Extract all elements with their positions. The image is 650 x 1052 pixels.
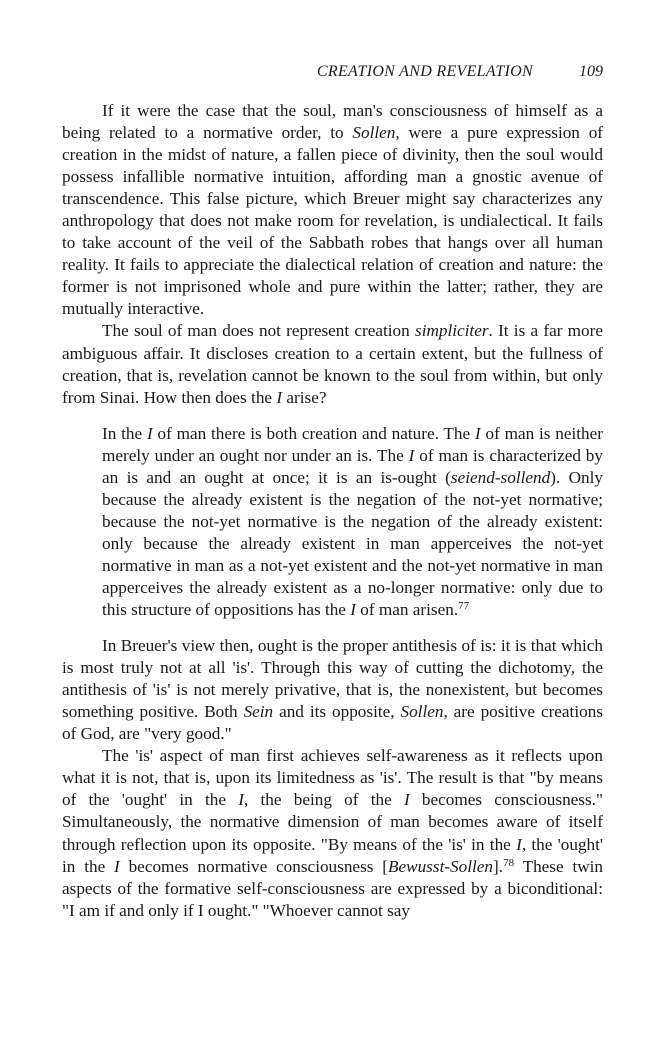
text-run: of man is characterized by an is and an ought at once; it is an is-ought ( [102,445,603,487]
text-run: . It is a far more ambiguous affair. It discloses creation to a certain extent, but the fullness of creation, that is, revelation cannot be known to the soul from within, but only from Sinai. How then does the [62,321,604,407]
italic-term: I [238,790,244,810]
text-run: , the being of the [243,790,404,810]
italic-term: I [403,790,410,810]
italic-term: Sein [243,702,274,722]
text-run: of man is neither merely under an ought nor under an is. The [102,423,604,465]
italic-term: I [408,445,415,465]
quote-paragraph [102,423,603,621]
text-run: These twin aspects of the formative self-consciousness are expressed by a biconditional: "I am if and only if I ought." "Whoever cannot say [62,856,603,920]
italic-term: I [474,423,481,443]
italic-term: Sollen [352,123,396,143]
italic-term: I [114,856,120,876]
text-run: ]. [493,856,504,876]
page-number: 109 [579,63,603,80]
italic-term: Bewusst-Sollen [388,856,494,876]
italic-term: I [146,423,153,443]
paragraph-2 [62,320,603,408]
text-run: , the 'ought' in the [62,834,603,876]
italic-term: simpliciter [415,321,489,341]
text-run: If it were the case that the soul, man's consciousness of himself as a being related to a normative order, to [62,101,603,143]
text-run: becomes normative consciousness [ [119,856,388,876]
italic-term: I [516,834,522,854]
footnote-ref-78: 78 [503,856,515,869]
text-run: , are positive creations of God, are "very good." [62,702,603,744]
paragraph-3 [62,635,603,745]
running-title: CREATION AND REVELATION [316,63,533,80]
text-run: , were a pure expression of creation in the midst of nature, a fallen piece of divinity, then the soul would possess infallible normative intuition, affording man a gnostic avenue of transcendence. This false picture, which Breuer might say characterizes any anthropology that does not make room for revelation, is undialectical. It fails to take account of the veil of the Sabbath robes that hangs over all human reality. It fails to appreciate the dialectical relation of creation and nature: the former is not imprisoned whole and pure within the latter; rather, they are mutually interactive. [62,123,604,319]
paragraph-1 [62,100,603,320]
text-run: and its opposite, [273,702,401,722]
paragraph-4 [62,745,603,921]
main-text [62,100,603,922]
footnote-ref-77: 77 [458,600,470,613]
italic-term: Sollen [400,702,444,722]
italic-term: I [350,600,356,620]
text-run: becomes consciousness." Simultaneously, the normative dimension of man becomes aware of itself through reflection upon its opposite. "By means of the 'is' in the [62,790,603,854]
text-run: arise? [282,387,327,407]
italic-term: seiend-sollend [450,467,551,487]
block-quote [102,423,603,621]
italic-term: I [276,387,283,407]
text-run: of man arisen. [355,600,459,620]
text-run: of man there is both creation and nature. The [152,423,475,443]
text-run: In the [102,423,147,443]
text-run: In Breuer's view then, ought is the proper antithesis of is: it is that which is most truly not at all 'is'. Through this way of cutting the dichotomy, the antithesis of 'is' is not merely privative, that is, the nonexistent, but becomes something positive. Both [62,636,603,722]
text-run: The 'is' aspect of man first achieves self-awareness as it reflects upon what it is not, that is, upon its limitedness as 'is'. The result is that "by means of the 'ought' in the [62,746,603,810]
text-run: The soul of man does not represent creation [102,321,415,341]
running-header [62,63,603,85]
text-run: ). Only because the already existent is the negation of the not-yet normative; because the not-yet normative is the negation of the already existent: only because the already existent in man apperceives the not-yet normative in man as a not-yet existent and the not-yet normative in man apperceives the already existent as a no-longer normative: only due to this structure of oppositions has the [102,467,603,620]
